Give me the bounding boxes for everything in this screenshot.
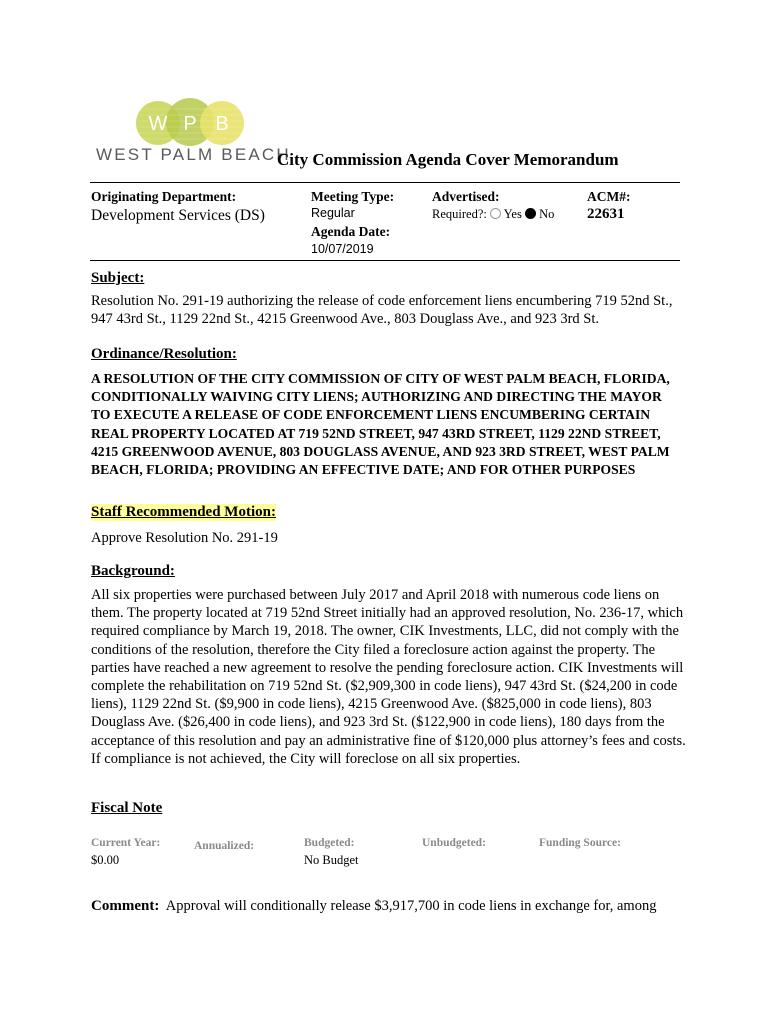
- annualized-label: Annualized:: [194, 840, 255, 852]
- ordinance-heading: Ordinance/Resolution:: [91, 346, 237, 362]
- budgeted-label: Budgeted:: [304, 837, 355, 849]
- fiscal-note-heading: Fiscal Note: [91, 800, 163, 816]
- comment-line: [91, 898, 656, 915]
- no-label: No: [539, 207, 555, 221]
- current-year-value: $0.00: [91, 853, 120, 867]
- meeting-type-value: Regular: [311, 206, 355, 220]
- required-label: Required?:: [432, 207, 487, 221]
- agenda-date-value: 10/07/2019: [311, 242, 374, 256]
- city-logo: [96, 95, 291, 173]
- funding-source-label: Funding Source:: [539, 837, 621, 849]
- staff-motion-heading: Staff Recommended Motion:: [91, 504, 276, 520]
- document-title: City Commission Agenda Cover Memorandum: [277, 150, 619, 169]
- logo-letter-w: W: [148, 113, 168, 135]
- logo-letter-p: P: [183, 113, 197, 135]
- advertised-label: Advertised:: [432, 189, 500, 204]
- ordinance-text: A RESOLUTION OF THE CITY COMMISSION OF CITY OF WEST PALM BEACH, FLORIDA, CONDITIONALLY WAIVING CITY LIENS; AUTHORIZING AND DIRECTING THE MAYOR TO EXECUTE A RELEASE OF CODE ENFORCEMENT LIENS ENCUMBERING CERTAIN REAL PROPERTY LOCATED AT 719 52ND STREET, 947 43RD STREET, 1129 22ND STREET, 4215 GREENWOOD AVENUE, 803 DOUGLASS AVENUE, AND 923 3RD STREET, WEST PALM BEACH, FLORIDA; PROVIDING AN EFFECTIVE DATE; AND FOR OTHER PURPOSES: [91, 371, 670, 478]
- header-bottom-rule: [90, 260, 680, 261]
- comment-text: Approval will conditionally release $3,917,700 in code liens in exchange for, among: [165, 898, 657, 914]
- yes-label: Yes: [503, 207, 522, 221]
- current-year-label: Current Year:: [91, 837, 161, 849]
- budgeted-value: No Budget: [304, 853, 359, 867]
- header-top-rule: [90, 182, 680, 183]
- logo-letter-b: B: [215, 113, 229, 135]
- unbudgeted-label: Unbudgeted:: [422, 837, 486, 849]
- yes-radio[interactable]: [490, 208, 501, 219]
- background-heading: Background:: [91, 563, 175, 579]
- background-text: All six properties were purchased between July 2017 and April 2018 with numerous code liens on them. The property located at 719 52nd Street initially had an approved resolution, No. 236-17, which required compliance by March 19, 2018. The owner, CIK Investments, LLC, did not comply with the conditions of the resolution, therefore the City filed a foreclosure action against the property. The parties have reached a new agreement to resolve the pending foreclosure action. CIK Investments will complete the rehabilitation on 719 52nd St. ($2,909,300 in code liens), 947 43rd St. ($24,200 in code liens), 1129 22nd St. ($9,900 in code liens), 4215 Greenwood Ave. ($825,000 in code liens), 803 Douglass Ave. ($26,400 in code liens), and 923 3rd St. ($122,900 in code liens), 180 days from the acceptance of this resolution and pay an administrative fine of $120,000 plus attorney’s fees and costs. If compliance is not achieved, the City will foreclose on all six properties.: [91, 587, 686, 767]
- advertised-required-group: [432, 207, 554, 222]
- no-radio[interactable]: [525, 208, 536, 219]
- subject-text: Resolution No. 291-19 authorizing the release of code enforcement liens encumbering 719 52nd St., 947 43rd St., 1129 22nd St., 4215 Greenwood Ave., 803 Douglass Ave., and 923 3rd St.: [91, 293, 673, 328]
- meeting-type-label: Meeting Type:: [311, 189, 395, 204]
- staff-motion-text: Approve Resolution No. 291-19: [91, 530, 278, 546]
- acm-label: ACM#:: [587, 189, 631, 204]
- comment-label: Comment:: [91, 898, 160, 914]
- subject-heading: Subject:: [91, 270, 145, 286]
- acm-value: 22631: [587, 206, 625, 222]
- logo-text: WEST PALM BEACH: [96, 145, 291, 164]
- originating-department-label: Originating Department:: [91, 189, 237, 204]
- originating-department-value: Development Services (DS): [91, 207, 265, 224]
- logo-circles-icon: [134, 95, 246, 149]
- agenda-date-label: Agenda Date:: [311, 224, 391, 239]
